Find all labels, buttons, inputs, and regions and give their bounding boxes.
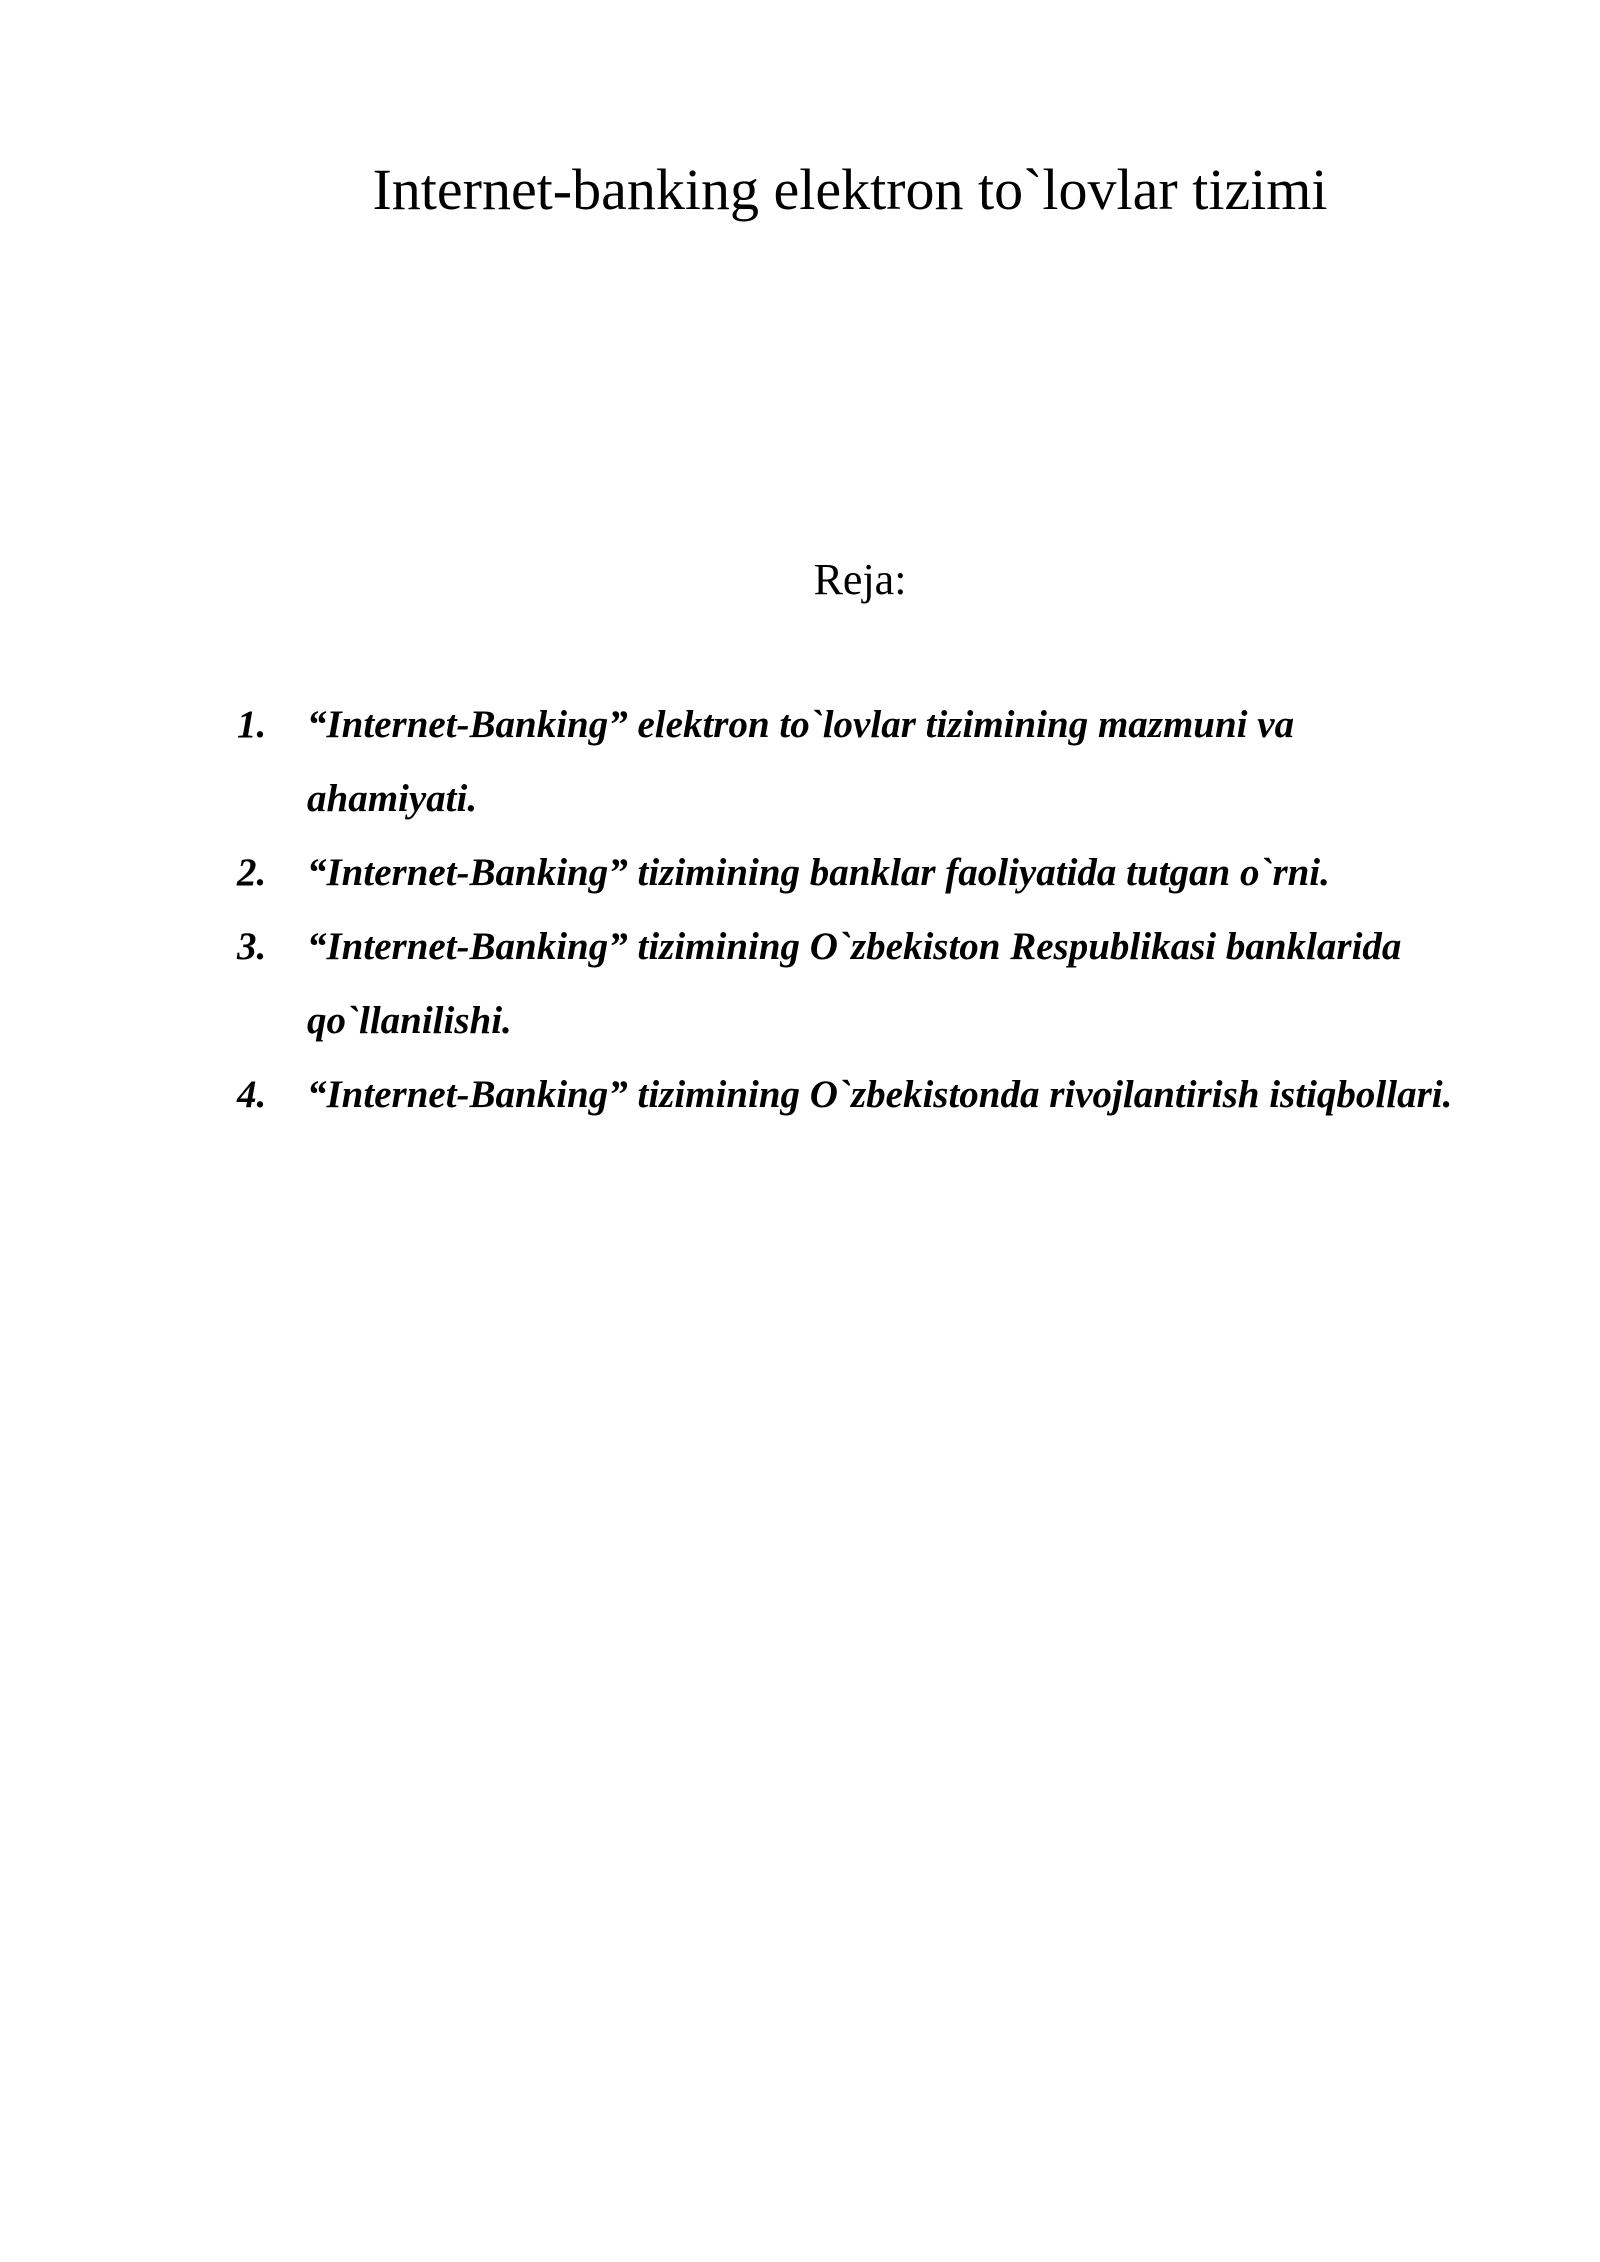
plan-item-text: “Internet-Banking” elektron to`lovlar tizimining mazmuni va ahamiyati.	[307, 703, 1295, 820]
plan-item-text: “Internet-Banking” tizimining O`zbekiston Respublikasi banklarida qo`llanilishi.	[307, 925, 1402, 1042]
plan-item-text: “Internet-Banking” tizimining banklar faoliyatida tutgan o`rni.	[307, 851, 1330, 894]
document-title: Internet-banking elektron to`lovlar tizimi	[372, 157, 1328, 222]
plan-item-text: “Internet-Banking” tizimining O`zbekistonda rivojlantirish istiqbollari.	[307, 1073, 1453, 1116]
plan-item-4	[230, 1058, 1470, 1132]
plan-item-number: 1.	[237, 703, 267, 746]
plan-item-1	[230, 688, 1470, 836]
plan-item-number: 4.	[237, 1073, 267, 1116]
plan-heading: Reja:	[813, 555, 907, 604]
plan-item-2	[230, 836, 1470, 910]
plan-item-3	[230, 910, 1470, 1058]
plan-item-number: 2.	[237, 851, 267, 894]
plan-list	[230, 688, 1470, 1132]
plan-item-number: 3.	[237, 925, 267, 968]
